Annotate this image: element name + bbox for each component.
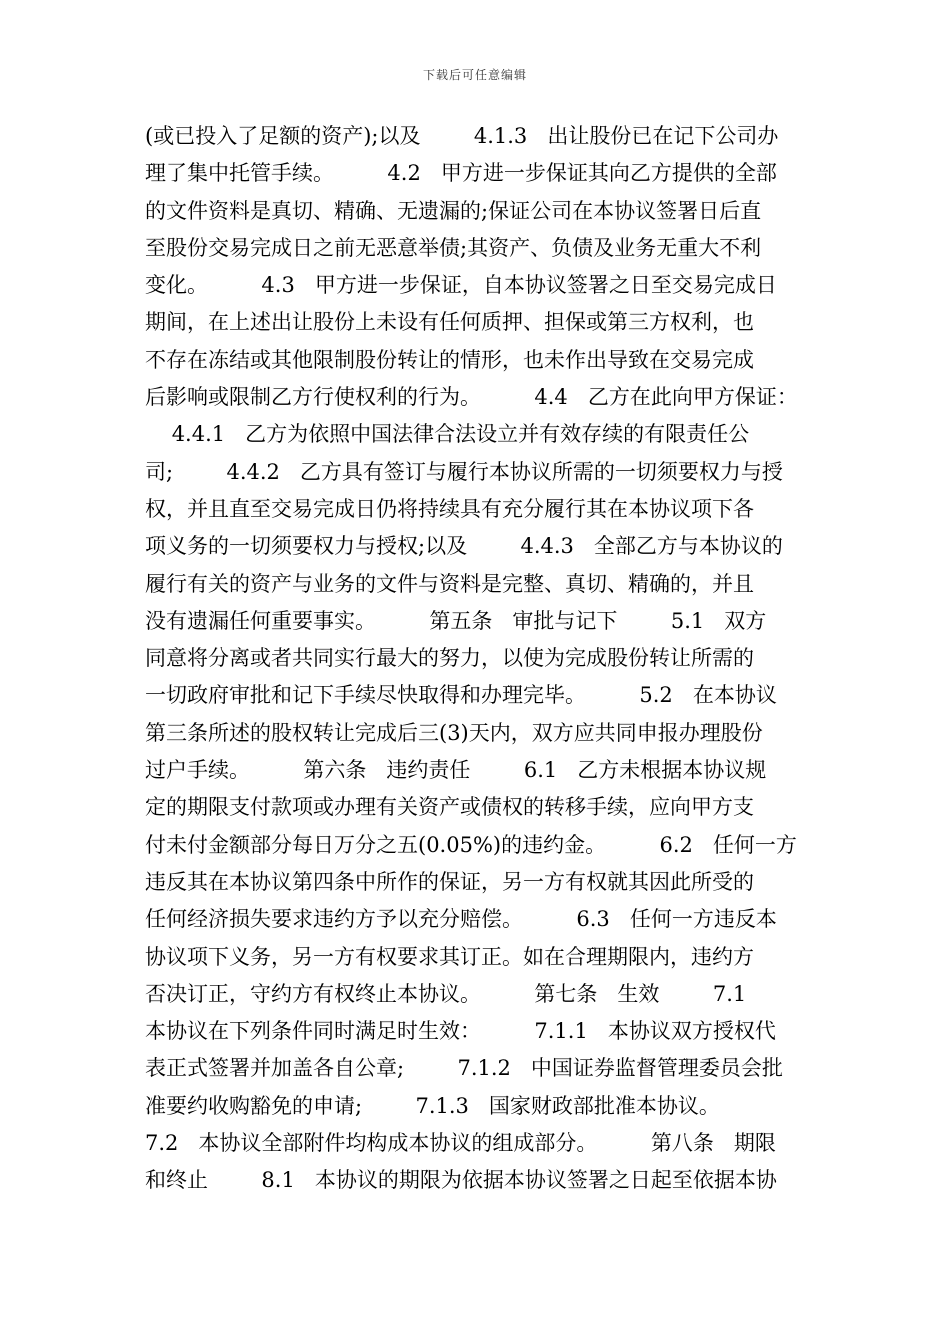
body-line: 违反其在本协议第四条中所作的保证，另一方有权就其因此所受的 [145,869,754,894]
body-line: 第三条所述的股权转让完成后三(3)天内，双方应共同申报办理股份 [145,720,763,745]
body-line: 没有遗漏任何重要事实。 第五条 审批与记下 5.1 双方 [145,608,767,633]
body-line: 和终止 8.1 本协议的期限为依据本协议签署之日起至依据本协 [145,1168,777,1193]
body-line: 表正式签署并加盖各自公章; 7.1.2 中国证券监督管理委员会批 [145,1056,783,1081]
body-line: 协议项下义务，另一方有权要求其订正。如在合理期限内，违约方 [145,944,754,969]
body-line: 期间，在上述出让股份上未设有任何质押、担保或第三方权利，也 [145,310,754,335]
body-line: 7.2 本协议全部附件均构成本协议的组成部分。 第八条 期限 [145,1131,776,1156]
body-line: 理了集中托管手续。 4.2 甲方进一步保证其向乙方提供的全部 [145,161,777,186]
body-line: 付未付金额部分每日万分之五(0.05%)的违约金。 6.2 任何一方 [145,832,797,857]
body-line: 同意将分离或者共同实行最大的努力，以使为完成股份转让所需的 [145,646,754,671]
body-line: 本协议在下列条件同时满足时生效： 7.1.1 本协议双方授权代 [145,1019,776,1044]
body-line: (或已投入了足额的资产);以及 4.1.3 出让股份已在记下公司办 [145,124,779,148]
body-line: 项义务的一切须要权力与授权;以及 4.4.3 全部乙方与本协议的 [145,534,783,559]
body-line: 否决订正，守约方有权终止本协议。 第七条 生效 7.1 [145,981,747,1006]
body-line: 一切政府审批和记下手续尽快取得和办理完毕。 5.2 在本协议 [145,683,777,708]
body-line: 履行有关的资产与业务的文件与资料是完整、真切、精确的，并且 [145,571,754,596]
body-line: 司; 4.4.2 乙方具有签订与履行本协议所需的一切须要权力与授 [145,459,783,484]
body-line: 准要约收购豁免的申请; 7.1.3 国家财政部批准本协议。 [145,1093,720,1118]
body-line: 后影响或限制乙方行使权利的行为。 4.4 乙方在此向甲方保证： [145,385,798,410]
body-line: 定的期限支付款项或办理有关资产或债权的转移手续，应向甲方支 [145,795,754,820]
body-line: 不存在冻结或其他限制股份转让的情形，也未作出导致在交易完成 [145,347,754,372]
body-line: 权，并且直至交易完成日仍将持续具有充分履行其在本协议项下各 [145,496,754,521]
body-line: 变化。 4.3 甲方进一步保证，自本协议签署之日至交易完成日 [145,273,777,298]
body-line: 过户手续。 第六条 违约责任 6.1 乙方未根据本协议规 [145,758,767,783]
body-line: 4.4.1 乙方为依照中国法律合法设立并有效存续的有限责任公 [145,422,750,447]
body-line: 的文件资料是真切、精确、无遗漏的;保证公司在本协议签署日后直 [145,198,762,223]
page-header: 下载后可任意编辑 [422,68,527,82]
document-body [145,118,815,1200]
body-line: 任何经济损失要求违约方予以充分赔偿。 6.3 任何一方违反本 [145,907,777,932]
body-line: 至股份交易完成日之前无恶意举债;其资产、负债及业务无重大不利 [145,235,762,260]
